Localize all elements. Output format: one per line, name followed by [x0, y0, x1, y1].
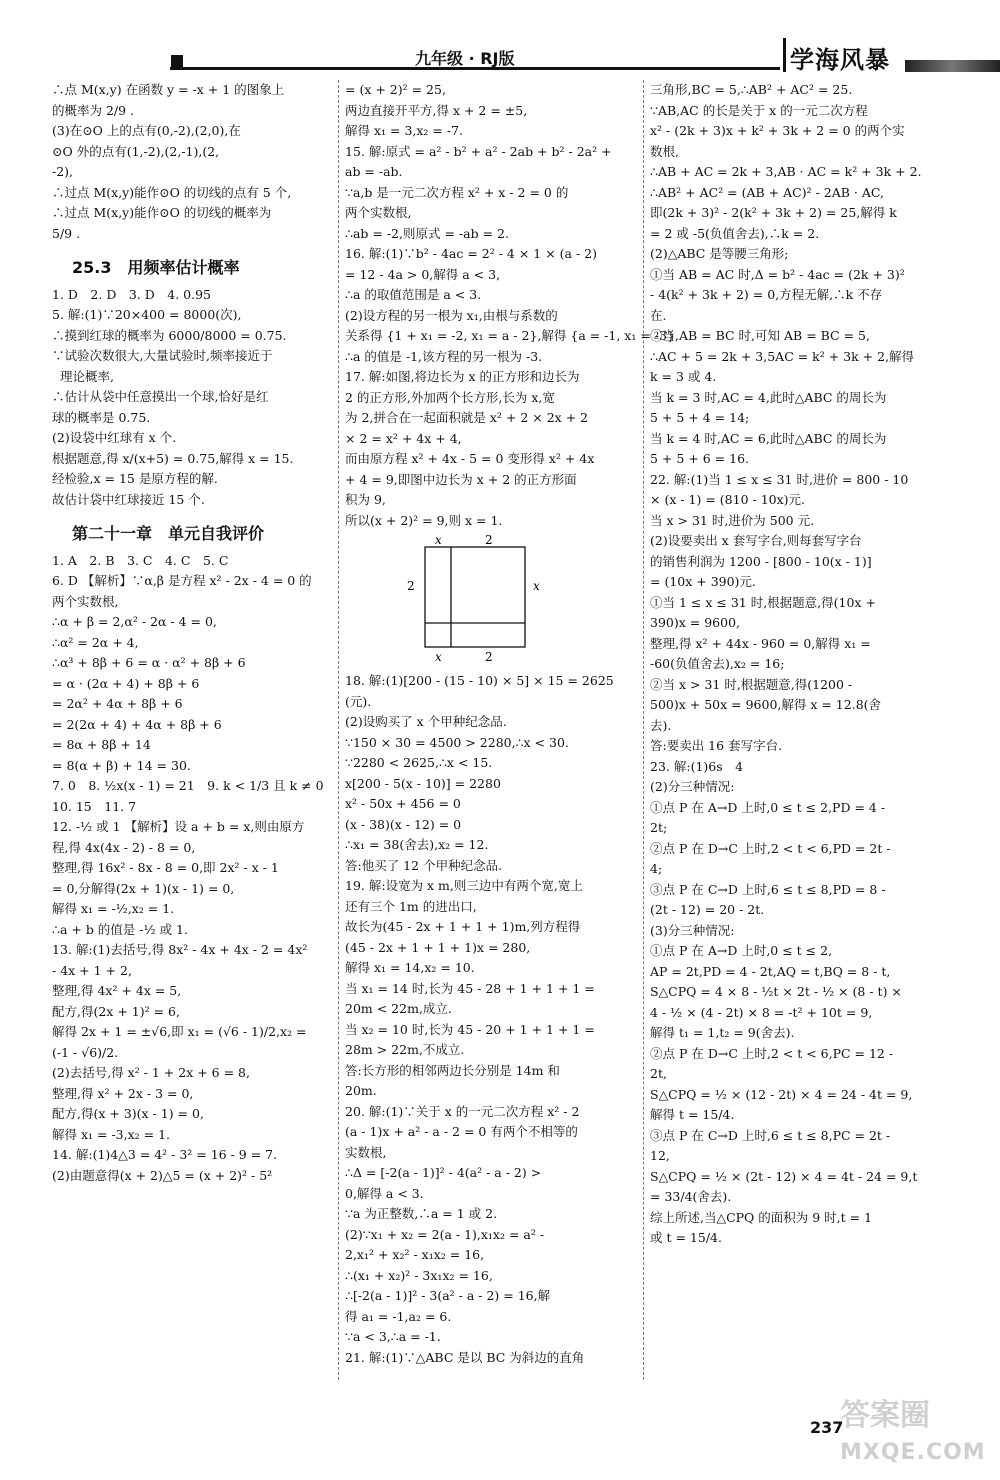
text-line: ∴α + β = 2,α² - 2α - 4 = 0, [52, 614, 217, 629]
text-line: × 2 = x² + 4x + 4, [345, 430, 462, 446]
page-number: 237 [810, 1418, 844, 1437]
text-line: 整理,得 x² + 44x - 960 = 0,解得 x₁ = [650, 635, 871, 651]
text-line: ∴ab = -2,则原式 = -ab = 2. [345, 225, 509, 241]
square-diagram [385, 535, 555, 665]
text-line: ∴[-2(a - 1)]² - 3(a² - a - 2) = 16,解 [345, 1288, 551, 1303]
text-line: S△CPQ = 4 × 8 - ½t × 2t - ½ × (8 - t) × [650, 984, 902, 999]
text-line: 5. 解:(1)∵20×400 = 8000(次), [52, 307, 242, 322]
label-top-2: 2 [485, 535, 493, 547]
text-line: 10. 15 11. 7 [52, 798, 137, 814]
text-line: ∴过点 M(x,y)能作⊙O 的切线的概率为 [52, 205, 272, 220]
text-line: 1. A 2. B 3. C 4. C 5. C [52, 552, 229, 568]
text-line: ∴过点 M(x,y)能作⊙O 的切线的点有 5 个, [52, 184, 292, 200]
text-line: 500)x + 50x = 9600,解得 x = 12.8(舍 [650, 697, 882, 712]
text-line: ∵150 × 30 = 4500 > 2280,∴x < 30. [345, 734, 569, 750]
text-line: (2)分三种情况: [650, 779, 735, 794]
text-line: k = 3 或 4. [650, 369, 717, 384]
text-line: 球的概率是 0.75. [52, 409, 151, 425]
text-line: (2)设购买了 x 个甲种纪念品. [345, 714, 507, 729]
text-line: (45 - 2x + 1 + 1 + 1)x = 280, [345, 939, 531, 955]
text-line: S△CPQ = ½ × (12 - 2t) × 4 = 24 - 4t = 9, [650, 1086, 913, 1102]
text-line: -60(负值舍去),x₂ = 16; [650, 656, 785, 671]
text-line: ∴摸到红球的概率为 6000/8000 = 0.75. [52, 327, 287, 343]
text-line: 解得 x₁ = 3,x₂ = -7. [345, 123, 464, 138]
text-line: 的概率为 2/9 . [52, 102, 135, 118]
text-line: 当 x₂ = 10 时,长为 45 - 20 + 1 + 1 + 1 = [345, 1021, 595, 1037]
text-line: 整理,得 4x² + 4x = 5, [52, 983, 182, 998]
text-line: ∴α³ + 8β + 6 = α · α² + 8β + 6 [52, 655, 246, 670]
text-line: 解得 t₁ = 1,t₂ = 9(舍去). [650, 1025, 795, 1040]
section-heading: 第二十一章 单元自我评价 [72, 524, 265, 543]
text-line: 16. 解:(1)∵b² - 4ac = 2² - 4 × 1 × (a - 2) [345, 246, 597, 261]
text-line: 23. 解:(1)6s 4 [650, 758, 744, 774]
text-line: 5 + 5 + 4 = 14; [650, 410, 750, 425]
text-line: ∵a 为正整数,∴a = 1 或 2. [345, 1206, 498, 1221]
text-line: 经检验,x = 15 是原方程的解. [52, 471, 218, 486]
text-line: ∴(x₁ + x₂)² - 3x₁x₂ = 16, [345, 1267, 493, 1283]
text-line: (x - 38)(x - 12) = 0 [345, 816, 462, 832]
watermark-url: MXQE.COM [840, 1440, 986, 1465]
text-line: AP = 2t,PD = 4 - 2t,AQ = t,BQ = 8 - t, [650, 963, 891, 979]
text-line: + 4 = 9,即图中边长为 x + 2 的正方形面 [345, 471, 577, 487]
text-line: 当 x₁ = 14 时,长为 45 - 28 + 1 + 1 + 1 = [345, 980, 595, 996]
text-line: 4 - ½ × (4 - 2t) × 8 = -t² + 10t = 9, [650, 1004, 873, 1020]
text-line: = α · (2α + 4) + 8β + 6 [52, 675, 200, 691]
text-line: ∵试验次数很大,大量试验时,频率接近于 [52, 348, 273, 363]
text-line: (-1 - √6)/2. [52, 1044, 119, 1060]
text-line: 整理,得 x² + 2x - 3 = 0, [52, 1085, 194, 1101]
text-line: ∵a < 3,∴a = -1. [345, 1329, 441, 1344]
text-line: 2 的正方形,外加两个长方形,长为 x,宽 [345, 389, 555, 405]
text-line: 15. 解:原式 = a² - b² + a² - 2ab + b² - 2a² + [345, 143, 612, 159]
text-line: (2)△ABC 是等腰三角形; [650, 246, 789, 261]
text-line: 理论概率, [52, 368, 114, 384]
column-divider [338, 80, 339, 1380]
text-line: ∴估计从袋中任意摸出一个球,恰好是红 [52, 389, 269, 404]
text-line: - 4(k² + 3k + 2) = 0,方程无解,∴k 不存 [650, 287, 883, 302]
text-line: (元). [345, 693, 372, 709]
text-line: 5 + 5 + 6 = 16. [650, 451, 749, 466]
label-bottom-2: 2 [485, 650, 493, 664]
brand-logo: 学海风暴 [790, 46, 890, 74]
text-line: 解得 x₁ = 14,x₂ = 10. [345, 960, 475, 975]
text-line: ②点 P 在 D→C 上时,2 < t < 6,PC = 12 - [650, 1045, 894, 1061]
text-line: 当 x > 31 时,进价为 500 元. [650, 512, 815, 528]
text-line: 解得 2x + 1 = ±√6,即 x₁ = (√6 - 1)/2,x₂ = [52, 1024, 307, 1039]
text-line: ∵2280 < 2625,∴x < 15. [345, 755, 493, 770]
text-line: 2,x₁² + x₂² - x₁x₂ = 16, [345, 1247, 485, 1262]
text-line: 解得 t = 15/4. [650, 1107, 735, 1122]
text-line: = 2α² + 4α + 8β + 6 [52, 696, 183, 711]
text-line: = 8α + 8β + 14 [52, 737, 151, 752]
text-line: ∴AB² + AC² = (AB + AC)² - 2AB · AC, [650, 184, 884, 200]
text-line: 配方,得(2x + 1)² = 6, [52, 1003, 180, 1019]
text-line: -2), [52, 164, 74, 179]
column-left [52, 80, 332, 1186]
text-line: (a - 1)x + a² - a - 2 = 0 有两个不相等的 [345, 1124, 578, 1139]
text-line: 程,得 4x(4x - 2) - 8 = 0, [52, 839, 196, 855]
text-line: = 2(2α + 4) + 4α + 8β + 6 [52, 716, 222, 732]
text-line: 1. D 2. D 3. D 4. 0.95 [52, 286, 211, 302]
text-line: 关系得 {1 + x₁ = -2, x₁ = a - 2},解得 {a = -1, x₁ = -3}, [345, 328, 679, 343]
text-line: 答:他买了 12 个甲种纪念品. [345, 857, 503, 873]
label-left-2: 2 [407, 579, 415, 593]
text-line: ∴a + b 的值是 -½ 或 1. [52, 921, 188, 937]
text-line: 或 t = 15/4. [650, 1230, 722, 1245]
text-line: 当 k = 4 时,AC = 6,此时△ABC 的周长为 [650, 430, 887, 446]
text-line: (2)设袋中红球有 x 个. [52, 430, 177, 445]
text-line: 根据题意,得 x/(x+5) = 0.75,解得 x = 15. [52, 450, 294, 466]
text-line: = (10x + 390)元. [650, 574, 756, 589]
label-bottom-x: x [435, 650, 442, 664]
answer-block [345, 671, 645, 1368]
text-line: ∴α² = 2α + 4, [52, 634, 139, 650]
text-line: 综上所述,当△CPQ 的面积为 9 时,t = 1 [650, 1209, 873, 1225]
text-line: (3)在⊙O 上的点有(0,-2),(2,0),在 [52, 123, 241, 138]
text-line: S△CPQ = ½ × (2t - 12) × 4 = 4t - 24 = 9,t [650, 1168, 918, 1184]
text-line: ∴x₁ = 38(舍去),x₂ = 12. [345, 837, 489, 852]
text-line: ②点 P 在 D→C 上时,2 < t < 6,PD = 2t - [650, 840, 891, 856]
text-line: 12. -½ 或 1 【解析】设 a + b = x,则由原方 [52, 819, 305, 834]
text-line: = 8(α + β) + 14 = 30. [52, 757, 191, 773]
answer-block [52, 551, 332, 1187]
text-line: 17. 解:如图,将边长为 x 的正方形和边长为 [345, 369, 580, 384]
column-right [650, 80, 950, 1249]
text-line: 三角形,BC = 5,∴AB² + AC² = 25. [650, 82, 853, 97]
text-line: = 2 或 -5(负值舍去),∴k = 2. [650, 225, 820, 241]
text-line: 当 k = 3 时,AC = 4,此时△ABC 的周长为 [650, 389, 887, 405]
text-line: ③点 P 在 C→D 上时,6 ≤ t ≤ 8,PC = 2t - [650, 1127, 891, 1143]
text-line: 配方,得(x + 3)(x - 1) = 0, [52, 1106, 204, 1121]
outer-square [425, 547, 525, 647]
text-line: × (x - 1) = (810 - 10x)元. [650, 492, 806, 507]
text-line: 解得 x₁ = -3,x₂ = 1. [52, 1126, 171, 1142]
text-line: 还有三个 1m 的进出口, [345, 898, 477, 914]
text-line: 28m > 22m,不成立. [345, 1042, 465, 1057]
text-line: 即(2k + 3)² - 2(k² + 3k + 2) = 25,解得 k [650, 205, 897, 220]
text-line: ab = -ab. [345, 164, 403, 179]
page-header [0, 0, 1000, 72]
text-line: 12, [650, 1148, 670, 1163]
text-line: 答:长方形的相邻两边长分别是 14m 和 [345, 1062, 560, 1078]
text-line: x² - 50x + 456 = 0 [345, 796, 461, 811]
text-line: ②当 x > 31 时,根据题意,得(1200 - [650, 676, 853, 692]
header-strip [905, 60, 1000, 72]
text-line: 20m < 22m,成立. [345, 1001, 452, 1016]
header-square [171, 55, 183, 67]
text-line: 18. 解:(1)[200 - (15 - 10) × 5] × 15 = 2625 [345, 673, 614, 688]
text-line: ∵AB,AC 的长是关于 x 的一元二次方程 [650, 102, 868, 118]
text-line: 解得 x₁ = -½,x₂ = 1. [52, 901, 175, 916]
text-line: 390)x = 9600, [650, 615, 740, 630]
text-line: (2)由题意得(x + 2)△5 = (x + 2)² - 5² [52, 1167, 273, 1183]
text-line: 两边直接开平方,得 x + 2 = ±5, [345, 102, 528, 118]
text-line: 2t, [650, 1066, 667, 1081]
text-line: 6. D 【解析】∵α,β 是方程 x² - 2x - 4 = 0 的 [52, 573, 312, 588]
text-line: 20m. [345, 1083, 377, 1098]
text-line: 而由原方程 x² + 4x - 5 = 0 变形得 x² + 4x [345, 451, 595, 466]
answer-block [52, 80, 332, 244]
text-line: ①点 P 在 A→D 上时,0 ≤ t ≤ 2, [650, 943, 833, 958]
text-line: 22. 解:(1)当 1 ≤ x ≤ 31 时,进价 = 800 - 10 [650, 471, 909, 487]
text-line: x² - (2k + 3)x + k² + 3k + 2 = 0 的两个实 [650, 123, 905, 138]
text-line: x[200 - 5(x - 10)] = 2280 [345, 775, 501, 791]
text-line: ∴AB + AC = 2k + 3,AB · AC = k² + 3k + 2. [650, 164, 922, 179]
text-line: = 12 - 4a > 0,解得 a < 3, [345, 266, 501, 282]
text-line: 7. 0 8. ½x(x - 1) = 21 9. k < 1/3 且 k ≠ 0 [52, 778, 324, 793]
text-line: ①点 P 在 A→D 上时,0 ≤ t ≤ 2,PD = 4 - [650, 799, 886, 815]
text-line: 所以(x + 2)² = 9,则 x = 1. [345, 512, 503, 528]
text-line: = 33/4(舍去). [650, 1189, 732, 1204]
text-line: 19. 解:设宽为 x m,则三边中有两个宽,宽上 [345, 878, 583, 893]
text-line: = (x + 2)² = 25, [345, 82, 446, 97]
text-line: 得 a₁ = -1,a₂ = 6. [345, 1308, 452, 1324]
text-line: (2)设方程的另一根为 x₁,由根与系数的 [345, 307, 558, 323]
text-line: ∵a,b 是一元二次方程 x² + x - 2 = 0 的 [345, 184, 569, 200]
answer-block [52, 285, 332, 511]
label-right-x: x [533, 579, 540, 593]
text-line: = 0,分解得(2x + 1)(x - 1) = 0, [52, 880, 235, 896]
text-line: 数根, [650, 143, 679, 159]
text-line: 答:要卖出 16 套写字台. [650, 738, 783, 753]
text-line: 故估计袋中红球接近 15 个. [52, 491, 205, 507]
text-line: 的销售利润为 1200 - [800 - 10(x - 1)] [650, 553, 872, 569]
text-line: 去). [650, 717, 672, 733]
text-line: - 4x + 1 + 2, [52, 962, 132, 978]
section-heading: 25.3 用频率估计概率 [72, 258, 240, 277]
text-line: (2)去括号,得 x² - 1 + 2x + 6 = 8, [52, 1065, 250, 1080]
text-line: 4; [650, 861, 663, 876]
text-line: 两个实数根, [345, 205, 412, 220]
text-line: 整理,得 16x² - 8x - 8 = 0,即 2x² - x - 1 [52, 860, 279, 875]
text-line: ⊙O 外的点有(1,-2),(2,-1),(2, [52, 143, 220, 159]
text-line: 20. 解:(1)∵关于 x 的一元二次方程 x² - 2 [345, 1103, 580, 1119]
text-line: ∴a 的取值范围是 a < 3. [345, 287, 482, 302]
text-line: (2t - 12) = 20 - 2t. [650, 902, 765, 917]
text-line: 14. 解:(1)4△3 = 4² - 3² = 16 - 9 = 7. [52, 1147, 278, 1162]
text-line: ∴a 的值是 -1,该方程的另一根为 -3. [345, 348, 543, 364]
text-line: ∴AC + 5 = 2k + 3,5AC = k² + 3k + 2,解得 [650, 348, 915, 364]
text-line: ∴Δ = [-2(a - 1)]² - 4(a² - a - 2) > [345, 1165, 542, 1180]
text-line: ②当 AB = BC 时,可知 AB = BC = 5, [650, 328, 870, 343]
text-line: (2)∵x₁ + x₂ = 2(a - 1),x₁x₂ = a² - [345, 1226, 545, 1242]
text-line: 2t; [650, 820, 668, 835]
text-line: (3)分三种情况: [650, 922, 735, 938]
header-divider [783, 38, 786, 72]
text-line: 21. 解:(1)∵△ABC 是以 BC 为斜边的直角 [345, 1349, 585, 1365]
text-line: ①当 AB = AC 时,Δ = b² - 4ac = (2k + 3)² [650, 266, 905, 282]
header-title: 九年级 · RJ版 [415, 49, 515, 68]
text-line: 13. 解:(1)去括号,得 8x² - 4x + 4x - 2 = 4x² [52, 942, 308, 957]
text-line: 在. [650, 307, 667, 323]
text-line: 故长为(45 - 2x + 1 + 1 + 1)m,列方程得 [345, 919, 581, 934]
watermark-logo: 答案圈 [840, 1398, 930, 1433]
text-line: (2)设要卖出 x 套写字台,则每套写字台 [650, 533, 862, 548]
text-line: 0,解得 a < 3. [345, 1185, 424, 1201]
label-top-x: x [435, 535, 442, 547]
text-line: ③点 P 在 C→D 上时,6 ≤ t ≤ 8,PD = 8 - [650, 881, 886, 897]
text-line: 积为 9, [345, 492, 386, 507]
text-line: ∴点 M(x,y) 在函数 y = -x + 1 的图象上 [52, 82, 285, 97]
text-line: 实数根, [345, 1144, 387, 1160]
text-line: ①当 1 ≤ x ≤ 31 时,根据题意,得(10x + [650, 594, 876, 610]
answer-block [345, 80, 679, 531]
text-line: 两个实数根, [52, 593, 119, 609]
text-line: 5/9 . [52, 225, 81, 241]
text-line: 为 2,拼合在一起面积就是 x² + 2 × 2x + 2 [345, 410, 589, 425]
answer-block [650, 80, 950, 1249]
